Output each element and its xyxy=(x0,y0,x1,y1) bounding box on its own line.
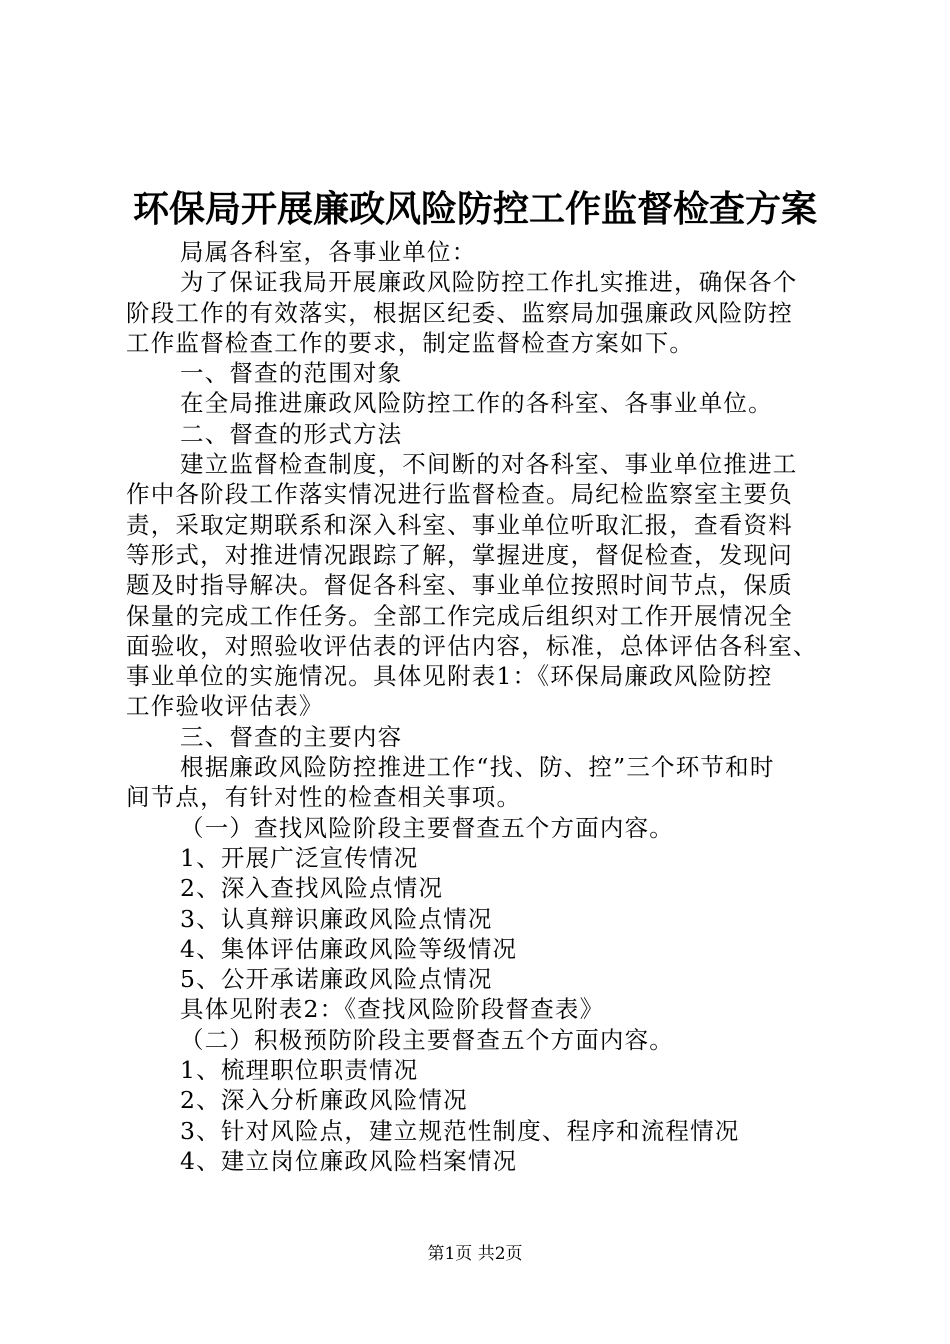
text-line: 保量的完成工作任务。全部工作完成后组织对工作开展情况全 xyxy=(126,601,793,630)
text-line: 题及时指导解决。督促各科室、事业单位按照时间节点，保质 xyxy=(126,571,793,600)
text-line: 阶段工作的有效落实，根据区纪委、监察局加强廉政风险防控 xyxy=(126,298,793,327)
document-title: 环保局开展廉政风险防控工作监督检查方案 xyxy=(132,188,817,230)
text-line: 3、针对风险点，建立规范性制度、程序和流程情况 xyxy=(180,1116,740,1145)
text-line: 为了保证我局开展廉政风险防控工作扎实推进，确保各个 xyxy=(180,268,798,297)
text-line: 事业单位的实施情况。具体见附表1：《环保局廉政风险防控 xyxy=(126,662,773,691)
text-line: 工作验收评估表》 xyxy=(126,692,324,721)
text-line: （二）积极预防阶段主要督查五个方面内容。 xyxy=(180,1025,674,1054)
text-line: 2、深入查找风险点情况 xyxy=(180,874,444,903)
text-line: 二、督查的形式方法 xyxy=(180,419,403,448)
text-line: 三、督查的主要内容 xyxy=(180,722,403,751)
text-line: 作中各阶段工作落实情况进行监督检查。局纪检监察室主要负 xyxy=(126,480,793,509)
text-line: 根据廉政风险防控推进工作“找、防、控”三个环节和时 xyxy=(180,753,775,782)
text-line: 建立监督检查制度，不间断的对各科室、事业单位推进工 xyxy=(180,450,798,479)
text-line: 2、深入分析廉政风险情况 xyxy=(180,1086,468,1115)
document-body xyxy=(126,237,846,1176)
text-line: 具体见附表2：《查找风险阶段督查表》 xyxy=(180,995,605,1024)
text-line: 1、梳理职位职责情况 xyxy=(180,1056,419,1085)
text-line: 5、公开承诺廉政风险点情况 xyxy=(180,965,493,994)
text-line: 3、认真辩识廉政风险点情况 xyxy=(180,904,493,933)
text-line: 4、建立岗位廉政风险档案情况 xyxy=(180,1146,518,1175)
text-line: 1、开展广泛宣传情况 xyxy=(180,843,419,872)
text-line: 等形式，对推进情况跟踪了解，掌握进度，督促检查，发现问 xyxy=(126,540,793,569)
text-line: 工作监督检查工作的要求，制定监督检查方案如下。 xyxy=(126,328,695,357)
text-line: 面验收，对照验收评估表的评估内容，标准，总体评估各科室、 xyxy=(126,631,818,660)
text-line: 4、集体评估廉政风险等级情况 xyxy=(180,934,518,963)
text-line: （一）查找风险阶段主要督查五个方面内容。 xyxy=(180,813,674,842)
text-line: 一、督查的范围对象 xyxy=(180,359,403,388)
text-line: 责，采取定期联系和深入科室、事业单位听取汇报，查看资料 xyxy=(126,510,793,539)
page-footer: 第1页 共2页 xyxy=(427,1244,523,1264)
text-line: 局属各科室，各事业单位： xyxy=(180,238,477,266)
text-line: 间节点，有针对性的检查相关事项。 xyxy=(126,783,522,812)
text-line: 在全局推进廉政风险防控工作的各科室、各事业单位。 xyxy=(180,389,773,418)
